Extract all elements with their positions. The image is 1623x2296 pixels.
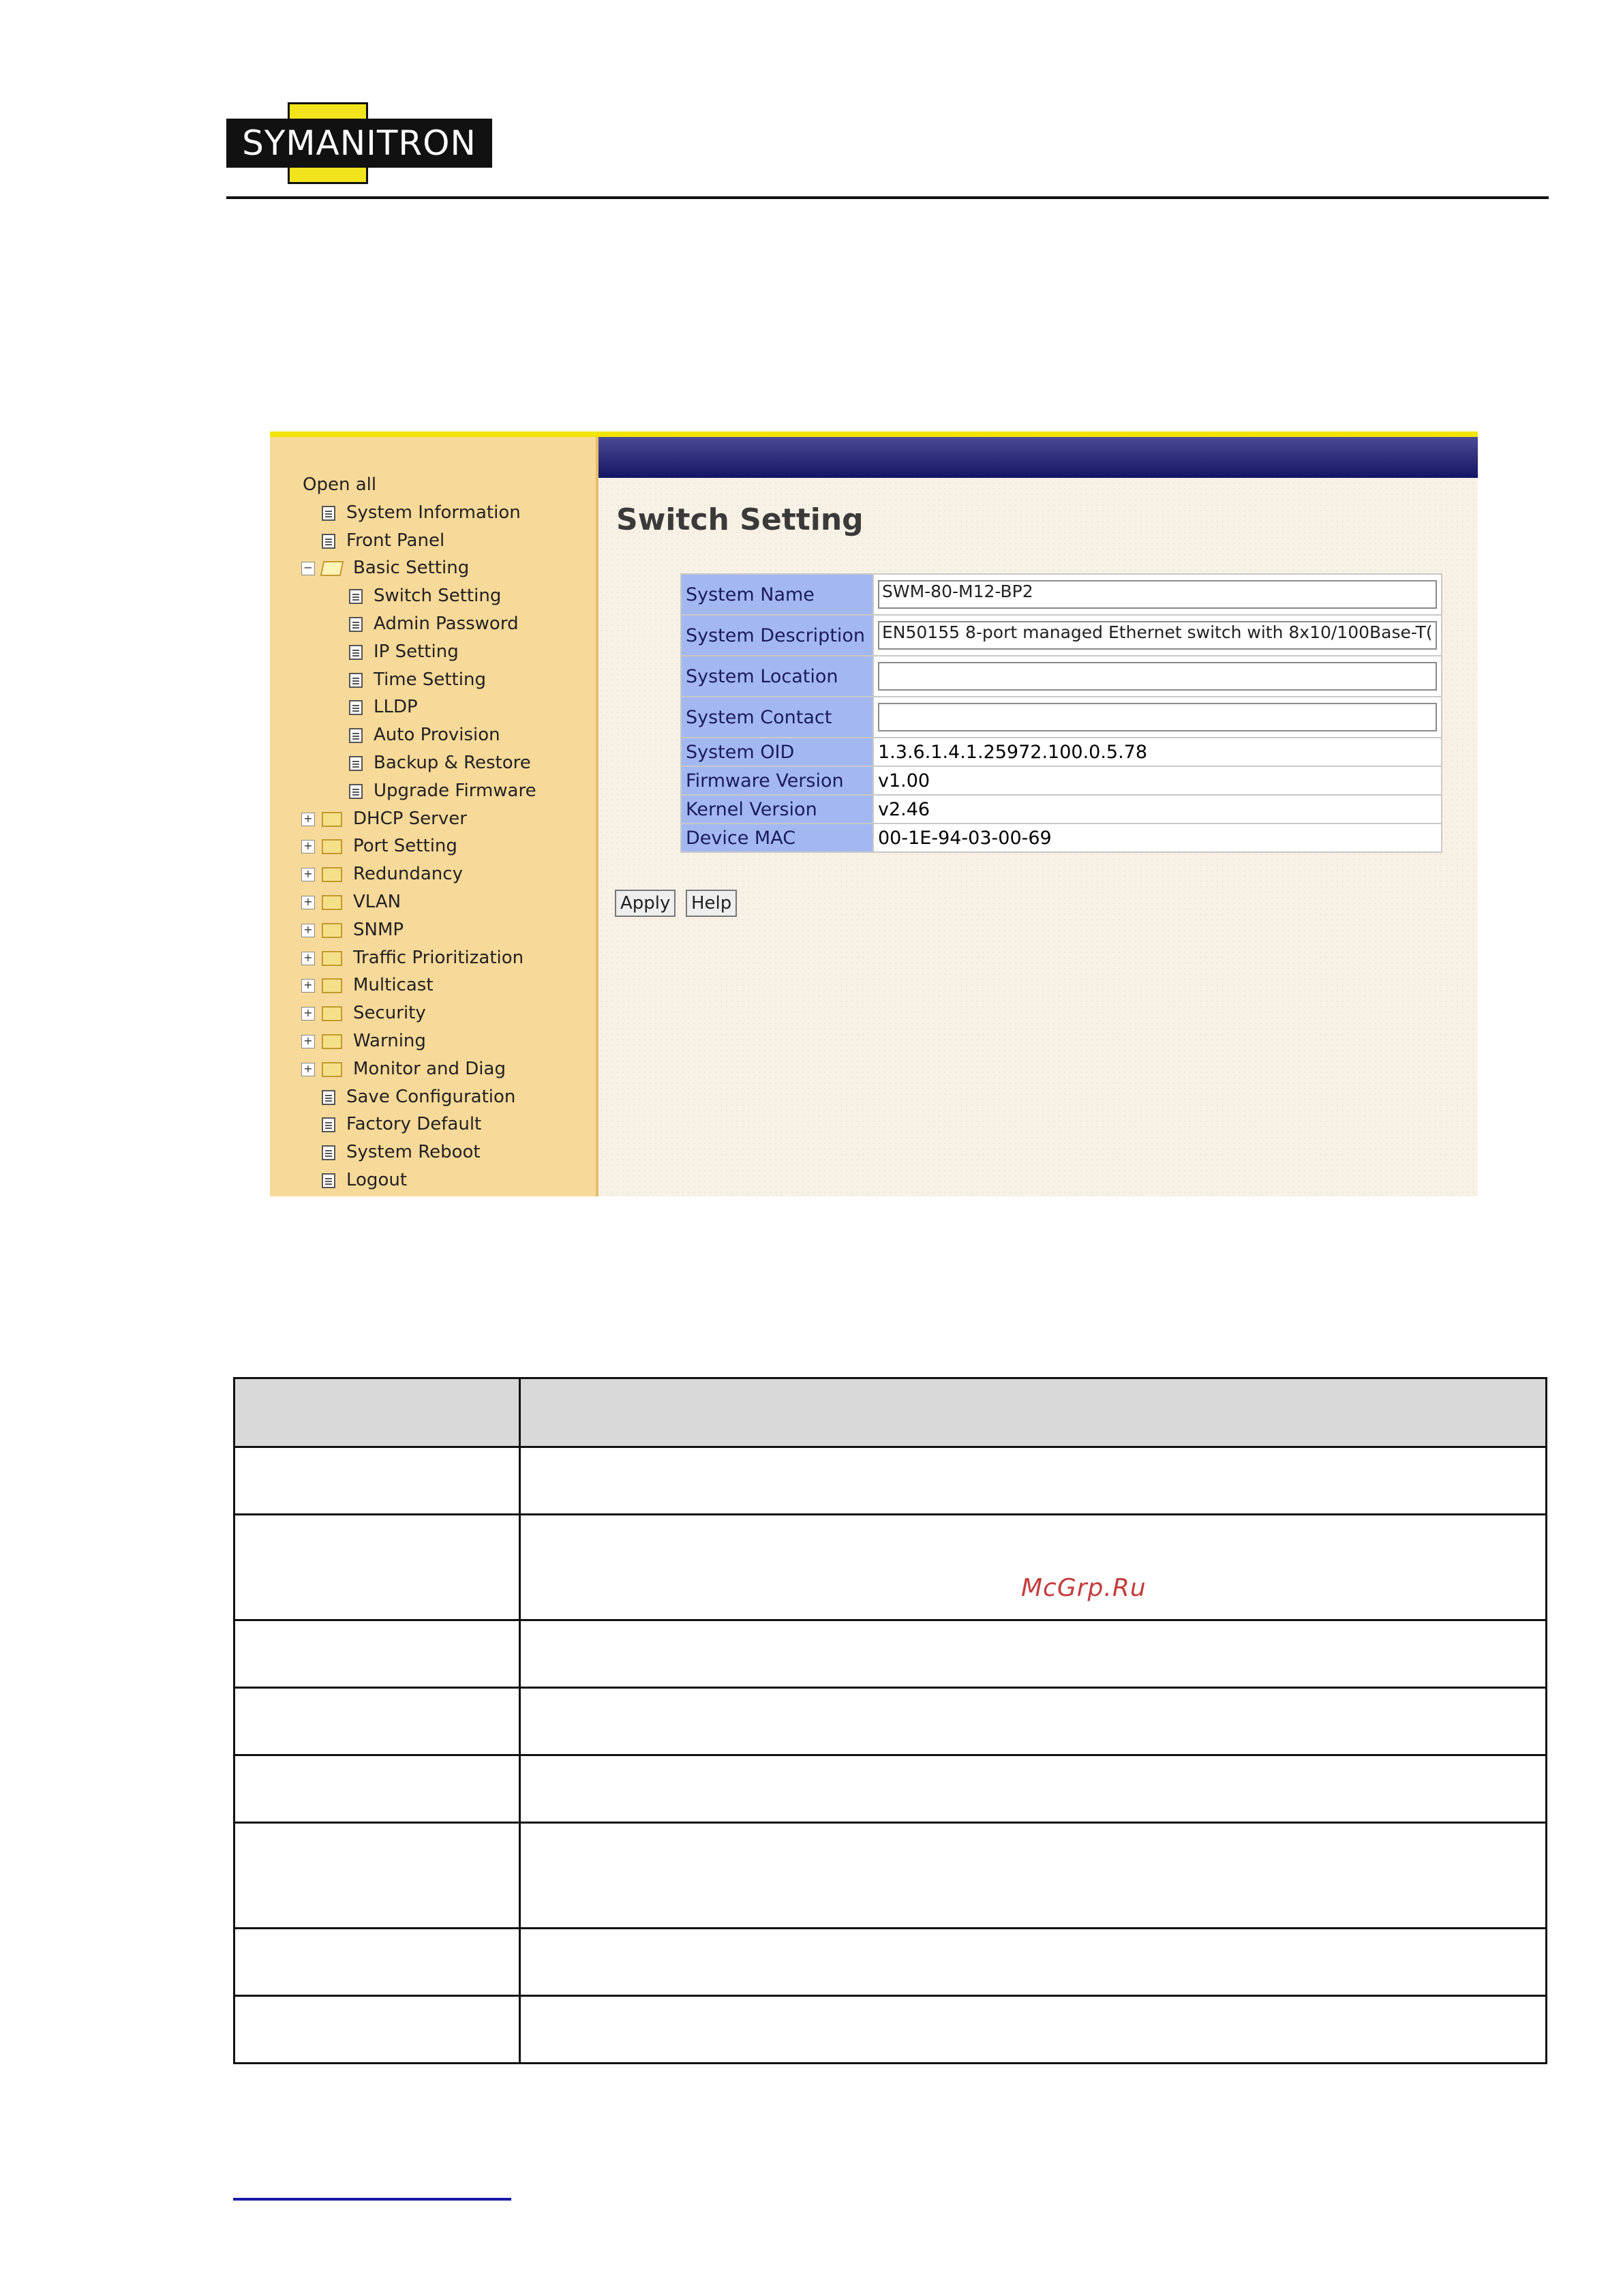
table-cell	[234, 1823, 520, 1929]
expand-icon[interactable]: +	[301, 840, 315, 854]
sidebar-item-label: Warning	[353, 1031, 426, 1051]
page-icon	[322, 1173, 335, 1188]
folder-icon	[322, 867, 342, 882]
folder-icon	[322, 839, 342, 854]
page-title: Switch Setting	[616, 502, 864, 537]
table-cell	[234, 1620, 520, 1688]
sidebar-item-label: Admin Password	[374, 614, 519, 634]
expand-icon[interactable]: +	[301, 896, 315, 909]
table-row	[234, 1688, 1547, 1755]
page-icon	[349, 700, 363, 715]
sidebar-item-lldp[interactable]	[349, 693, 418, 721]
collapse-icon[interactable]: −	[301, 562, 315, 575]
sidebar-item-save-configuration[interactable]	[322, 1083, 515, 1111]
page-icon	[349, 645, 363, 660]
expand-icon[interactable]: +	[301, 979, 315, 993]
system-contact-cell	[873, 697, 1442, 738]
content-title-bar	[598, 437, 1478, 478]
table-cell	[520, 1996, 1547, 2064]
system-location-input[interactable]	[878, 662, 1437, 691]
sidebar-item-label: System Reboot	[346, 1142, 481, 1162]
parameter-table	[233, 1377, 1547, 2064]
sidebar-item-backup-restore[interactable]	[349, 749, 531, 776]
table-row	[681, 738, 1442, 766]
expand-icon[interactable]: +	[301, 1035, 315, 1048]
table-cell	[234, 1996, 520, 2064]
sidebar-item-label: Redundancy	[353, 864, 463, 884]
page-icon	[349, 589, 363, 604]
sidebar-item-label: Backup & Restore	[374, 753, 531, 773]
sidebar-item-label: VLAN	[353, 892, 401, 912]
sidebar-item-label: Open all	[303, 474, 377, 495]
sidebar-item-label: Switch Setting	[374, 586, 502, 606]
page-icon	[322, 1117, 335, 1132]
page-icon	[349, 728, 363, 743]
help-button[interactable]: Help	[686, 890, 737, 917]
page-icon	[349, 617, 363, 632]
sidebar-item-label: SNMP	[353, 920, 404, 940]
page-icon	[349, 673, 363, 688]
device-mac-value: 00-1E-94-03-00-69	[873, 824, 1442, 852]
expand-icon[interactable]: +	[301, 952, 315, 965]
sidebar-item-label: Security	[353, 1003, 426, 1023]
table-row	[234, 1447, 1547, 1515]
expand-icon[interactable]: +	[301, 868, 315, 881]
page-icon	[322, 1145, 335, 1160]
table-row	[234, 1620, 1547, 1688]
table-cell	[234, 1688, 520, 1755]
footer-link[interactable]	[233, 2198, 511, 2201]
symanitron-logo	[226, 102, 492, 184]
system-location-label: System Location	[681, 656, 873, 697]
kernel-version-label: Kernel Version	[681, 795, 873, 824]
sidebar-item-system-information[interactable]	[322, 499, 521, 526]
sidebar-item-label: Front Panel	[346, 530, 445, 551]
table-cell	[520, 1620, 1547, 1688]
table-row	[681, 615, 1442, 656]
table-row	[681, 656, 1442, 697]
screenshot-top-line	[270, 432, 1478, 437]
sidebar-item-front-panel[interactable]	[322, 527, 444, 554]
system-contact-input[interactable]	[878, 703, 1437, 731]
kernel-version-value: v2.46	[873, 795, 1442, 824]
sidebar-item-dhcp-server[interactable]	[301, 805, 467, 832]
table-row	[234, 1823, 1547, 1929]
open-folder-icon	[320, 561, 344, 576]
sidebar-item-admin-password[interactable]	[349, 610, 519, 637]
sidebar-item-factory-default[interactable]	[322, 1111, 481, 1138]
system-description-input[interactable]: EN50155 8-port managed Ethernet switch with 8x10/100Base-T(	[878, 621, 1437, 650]
content-pane	[598, 437, 1478, 1196]
sidebar-item-logout[interactable]	[322, 1166, 407, 1194]
folder-icon	[322, 951, 342, 966]
system-contact-label: System Contact	[681, 697, 873, 738]
sidebar-item-label: Factory Default	[346, 1114, 482, 1134]
page-icon	[322, 534, 335, 549]
sidebar-item-multicast[interactable]	[301, 971, 434, 999]
folder-icon	[322, 978, 342, 993]
sidebar-item-basic-setting[interactable]	[301, 554, 469, 581]
logo-text: SYMANITRON	[242, 123, 476, 163]
folder-icon	[322, 923, 342, 938]
table-row	[681, 824, 1442, 852]
sidebar-item-label: Basic Setting	[353, 558, 470, 578]
folder-icon	[322, 812, 342, 827]
header-rule	[226, 196, 1549, 199]
apply-button[interactable]: Apply	[615, 890, 676, 917]
sidebar-item-system-reboot[interactable]	[322, 1138, 481, 1166]
sidebar-item-label: Logout	[346, 1170, 408, 1190]
system-oid-value: 1.3.6.1.4.1.25972.100.0.5.78	[873, 738, 1442, 766]
system-name-label: System Name	[681, 574, 873, 615]
sidebar-item-label: DHCP Server	[353, 809, 467, 829]
sidebar-item-security[interactable]	[301, 999, 426, 1027]
sidebar-item-ip-setting[interactable]	[349, 638, 459, 665]
sidebar-item-vlan[interactable]	[301, 888, 401, 916]
page-icon	[349, 784, 363, 799]
folder-icon	[322, 1034, 342, 1049]
table-cell	[520, 1823, 1547, 1929]
table-cell	[520, 1447, 1547, 1515]
page-icon	[322, 506, 335, 521]
watermark: McGrp.Ru	[1021, 1574, 1147, 1602]
table-cell	[520, 1688, 1547, 1755]
sidebar-item-port-setting[interactable]	[301, 832, 457, 860]
page-icon	[349, 756, 363, 771]
table-header-row	[234, 1378, 1547, 1447]
folder-icon	[322, 1006, 342, 1021]
table-row	[681, 795, 1442, 824]
table-row	[234, 1996, 1547, 2064]
sidebar-item-label: LLDP	[374, 697, 418, 717]
sidebar-item-label: Save Configuration	[346, 1087, 516, 1107]
page-icon	[322, 1090, 335, 1105]
sidebar-item-monitor-and-diag[interactable]	[301, 1055, 506, 1083]
sidebar-item-label: Port Setting	[353, 836, 457, 856]
sidebar-item-snmp[interactable]	[301, 916, 404, 943]
system-oid-label: System OID	[681, 738, 873, 766]
table-row	[234, 1755, 1547, 1823]
expand-icon[interactable]: +	[301, 1007, 315, 1021]
header-cell	[520, 1378, 1547, 1447]
table-row	[681, 574, 1442, 615]
table-cell	[234, 1755, 520, 1823]
sidebar-item-label: System Information	[346, 502, 521, 523]
sidebar-item-redundancy[interactable]	[301, 860, 463, 888]
header-cell	[234, 1378, 520, 1447]
sidebar-item-switch-setting[interactable]	[349, 582, 501, 609]
sidebar-item-label: Multicast	[353, 975, 434, 995]
system-description-cell	[873, 615, 1442, 656]
table-cell	[234, 1447, 520, 1515]
firmware-version-value: v1.00	[873, 766, 1442, 795]
navigation-menu	[270, 437, 598, 1196]
switch-setting-screenshot	[270, 432, 1478, 1602]
device-mac-label: Device MAC	[681, 824, 873, 852]
table-cell	[520, 1515, 1547, 1620]
system-location-cell	[873, 656, 1442, 697]
table-cell	[234, 1515, 520, 1620]
expand-icon[interactable]: +	[301, 813, 315, 826]
sidebar-item-label: IP Setting	[374, 641, 459, 662]
system-description-label: System Description	[681, 615, 873, 656]
expand-icon[interactable]: +	[301, 1063, 315, 1076]
sidebar-item-label: Monitor and Diag	[353, 1059, 506, 1079]
sidebar-item-label: Traffic Prioritization	[353, 948, 524, 968]
firmware-version-label: Firmware Version	[681, 766, 873, 795]
sidebar-item-time-setting[interactable]	[349, 666, 486, 693]
table-row	[681, 766, 1442, 795]
table-row	[234, 1929, 1547, 1996]
sidebar-item-warning[interactable]	[301, 1027, 426, 1055]
folder-icon	[322, 1062, 342, 1077]
sidebar-item-label: Upgrade Firmware	[374, 781, 536, 801]
expand-icon[interactable]: +	[301, 924, 315, 937]
folder-icon	[322, 895, 342, 910]
table-cell	[520, 1929, 1547, 1996]
system-name-cell	[873, 574, 1442, 615]
table-cell	[234, 1929, 520, 1996]
sidebar-item-auto-provision[interactable]	[349, 721, 500, 749]
sidebar-item-label: Time Setting	[374, 669, 486, 690]
sidebar-item-open-all[interactable]	[303, 471, 376, 498]
table-row	[681, 697, 1442, 738]
sidebar-item-traffic-prioritization[interactable]	[301, 944, 524, 971]
table-row	[234, 1515, 1547, 1620]
sidebar-item-upgrade-firmware[interactable]	[349, 777, 536, 804]
sidebar-item-label: Auto Provision	[374, 725, 500, 745]
system-name-input[interactable]: SWM-80-M12-BP2	[878, 580, 1437, 609]
table-cell	[520, 1755, 1547, 1823]
switch-setting-table	[680, 573, 1442, 853]
